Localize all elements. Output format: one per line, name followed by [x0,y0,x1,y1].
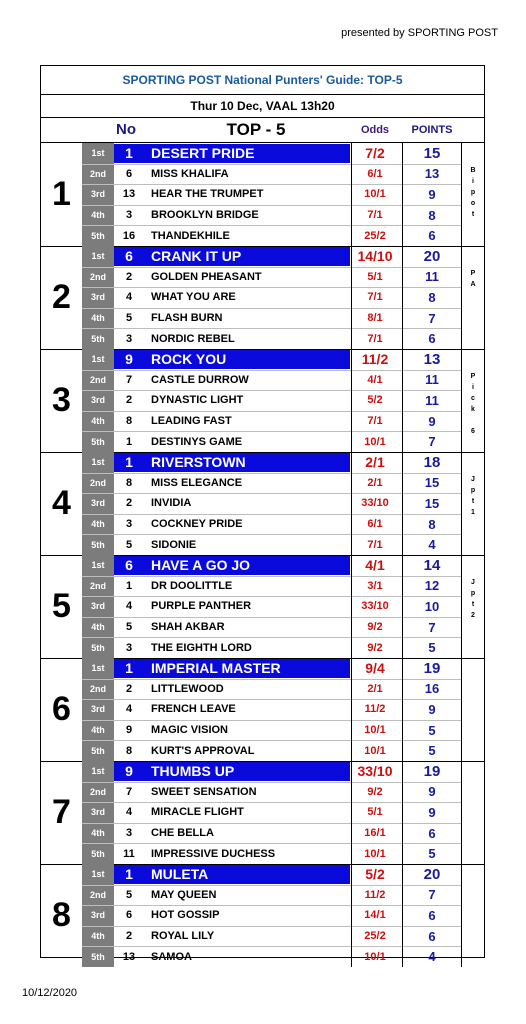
runner-row [82,328,461,349]
bet-type-label: J p t 1 [470,476,476,516]
race-block [41,658,484,762]
horse-odds: 10/1 [364,724,386,737]
horse-name: LEADING FAST [151,415,232,428]
runner-number: 9 [125,351,133,368]
odds-divider [402,658,403,761]
runner-number: 1 [125,435,133,448]
horse-points: 6 [428,228,436,244]
horse-name: GOLDEN PHEASANT [151,270,262,283]
race-block [41,761,484,865]
runner-row [82,225,461,246]
horse-odds: 6/1 [367,167,383,180]
position-label: 1st [91,663,105,674]
runner-number: 2 [125,270,133,283]
horse-divider [351,143,352,246]
position-label: 4th [91,313,105,324]
horse-odds: 11/2 [361,351,389,368]
column-headers [41,118,484,143]
runner-row [82,905,461,926]
runner-row [82,679,461,700]
runner-number: 3 [125,518,133,531]
horse-name: FLASH BURN [151,312,223,325]
horse-odds: 8/1 [367,312,383,325]
horse-odds: 25/2 [364,930,386,943]
horse-points: 13 [424,166,440,182]
horse-odds: 4/1 [365,557,385,574]
horse-points: 7 [428,887,436,903]
position-label: 2nd [89,374,106,385]
runner-row [82,637,461,658]
race-block [41,246,484,350]
horse-odds: 10/1 [364,950,386,963]
horse-name: PURPLE PANTHER [151,600,252,613]
runner-number: 8 [125,744,133,757]
horse-odds: 2/1 [367,476,383,489]
horse-odds: 9/2 [367,621,383,634]
top-pick-row [82,761,461,782]
race-block [41,349,484,453]
odds-divider [402,452,403,555]
footer-date: 10/12/2020 [22,987,78,999]
runner-row [82,370,461,391]
horse-odds: 33/10 [357,763,393,780]
race-number: 6 [52,690,71,728]
runner-number: 1 [125,454,133,471]
runner-number: 3 [125,641,133,654]
horse-odds: 2/1 [367,682,383,695]
horse-name: ROYAL LILY [151,930,215,943]
runner-row [82,823,461,844]
horse-points: 20 [423,247,441,265]
punters-guide-table [40,65,485,965]
race-number: 5 [52,587,71,625]
horse-name: SWEET SENSATION [151,785,257,798]
position-label: 5th [91,539,105,550]
horse-name: WHAT YOU ARE [151,291,236,304]
runner-row [82,720,461,741]
bet-type-label: B i p o t [470,167,476,218]
runner-row [82,782,461,803]
runner-number: 2 [125,930,133,943]
odds-divider [402,555,403,658]
horse-odds: 10/1 [364,435,386,448]
header-points: POINTS [411,124,453,136]
horse-points: 5 [428,640,436,656]
bet-type-label: P A [470,270,476,288]
runner-number: 3 [125,209,133,222]
horse-name: COCKNEY PRIDE [151,518,243,531]
position-label: 1st [91,560,105,571]
position-label: 3rd [90,498,105,509]
horse-points: 7 [428,310,436,326]
runner-row [82,473,461,494]
odds-divider [402,143,403,246]
runner-number: 5 [125,888,133,901]
top-pick-row [82,246,461,267]
header-no: No [116,121,136,138]
runner-row [82,843,461,864]
horse-name: INVIDIA [151,497,192,510]
race-block [41,143,484,247]
horse-odds: 9/2 [367,785,383,798]
horse-divider [351,658,352,761]
runner-row [82,802,461,823]
horse-points: 8 [428,516,436,532]
top-pick-row [82,555,461,576]
horse-name: MIRACLE FLIGHT [151,806,244,819]
horse-odds: 10/1 [364,188,386,201]
runner-row [82,431,461,452]
runner-row [82,411,461,432]
horse-name: SAMOA [151,950,192,963]
position-label: 1st [91,148,105,159]
horse-points: 10 [424,598,440,614]
position-label: 3rd [90,189,105,200]
horse-name: IMPRESSIVE DUCHESS [151,847,276,860]
horse-name: CRANK IT UP [151,248,242,265]
position-label: 2nd [89,580,106,591]
position-label: 3rd [90,807,105,818]
horse-name: MISS ELEGANCE [151,476,243,489]
runner-number: 8 [125,476,133,489]
runner-row [82,390,461,411]
runner-row [82,885,461,906]
horse-odds: 7/1 [367,332,383,345]
runner-number: 4 [125,600,133,613]
horse-points: 11 [425,392,439,408]
horse-odds: 6/1 [367,518,383,531]
horse-name: SIDONIE [151,538,197,551]
horse-points: 7 [428,434,436,450]
horse-points: 15 [424,475,440,491]
horse-name: LITTLEWOOD [151,682,224,695]
horse-odds: 25/2 [364,229,386,242]
position-label: 5th [91,230,105,241]
runner-row [82,576,461,597]
runner-number: 16 [122,229,136,242]
runner-number: 11 [123,847,135,860]
horse-divider [351,349,352,452]
position-label: 4th [91,416,105,427]
horse-odds: 5/2 [365,866,385,883]
bet-type-note [461,452,484,555]
horse-odds: 11/2 [364,703,386,716]
position-label: 2nd [89,477,106,488]
horse-odds: 9/2 [367,641,383,654]
position-label: 5th [91,642,105,653]
runner-row [82,164,461,185]
position-label: 4th [91,725,105,736]
horse-points: 20 [423,865,441,883]
horse-odds: 33/10 [361,497,389,510]
horse-odds: 9/4 [365,660,385,677]
horse-odds: 5/2 [367,394,383,407]
runner-row [82,308,461,329]
horse-points: 9 [428,804,436,820]
header-odds: Odds [360,124,390,136]
horse-points: 8 [428,207,436,223]
horse-odds: 2/1 [365,454,385,471]
horse-points: 11 [425,269,439,285]
odds-divider [402,349,403,452]
runner-number: 13 [122,950,136,963]
horse-name: HAVE A GO JO [151,557,251,574]
bet-type-label: J p t 2 [470,579,476,619]
runner-row [82,596,461,617]
horse-points: 9 [428,186,436,202]
horse-points: 12 [424,578,440,594]
race-number: 3 [52,381,71,419]
horse-divider [351,864,352,967]
horse-name: THUMBS UP [151,763,235,780]
race-number: 8 [52,896,71,934]
horse-name: RIVERSTOWN [151,454,246,471]
runner-number: 3 [125,332,133,345]
bet-type-note [461,864,484,967]
horse-odds: 3/1 [367,579,383,592]
horse-points: 6 [428,331,436,347]
position-label: 5th [91,436,105,447]
horse-name: FRENCH LEAVE [151,703,236,716]
bet-type-note [461,658,484,761]
race-number: 2 [52,278,71,316]
bet-type-note [461,349,484,452]
horse-points: 14 [423,556,441,574]
runner-number: 3 [125,827,133,840]
horse-points: 15 [424,495,440,511]
horse-name: THANDEKHILE [151,229,230,242]
top-pick-row [82,349,461,370]
horse-divider [351,452,352,555]
horse-points: 9 [428,701,436,717]
runner-row [82,205,461,226]
position-label: 2nd [89,168,106,179]
odds-divider [402,761,403,864]
horse-name: KURT'S APPROVAL [151,744,255,757]
runner-number: 5 [125,312,133,325]
runner-number: 5 [125,538,133,551]
runner-row [82,617,461,638]
horse-points: 16 [424,681,440,697]
position-label: 2nd [89,889,106,900]
position-label: 1st [91,457,105,468]
horse-odds: 7/1 [367,415,383,428]
horse-points: 19 [423,659,441,677]
horse-points: 6 [428,928,436,944]
bet-type-note [461,246,484,349]
runner-row [82,514,461,535]
odds-divider [402,246,403,349]
runner-number: 6 [125,167,133,180]
horse-odds: 7/1 [367,538,383,551]
horse-points: 15 [423,144,441,162]
runner-row [82,267,461,288]
position-label: 2nd [89,271,106,282]
horse-odds: 5/1 [367,806,383,819]
race-number: 1 [52,175,71,213]
horse-name: CHE BELLA [151,827,214,840]
horse-divider [351,555,352,658]
position-label: 4th [91,210,105,221]
horse-odds: 10/1 [364,847,386,860]
runner-row [82,287,461,308]
horse-name: DESERT PRIDE [151,145,255,162]
horse-odds: 11/2 [364,888,386,901]
horse-odds: 7/2 [365,145,385,162]
runner-number: 2 [125,497,133,510]
horse-points: 18 [423,453,441,471]
horse-points: 8 [428,289,436,305]
position-label: 1st [91,766,105,777]
horse-points: 9 [428,413,436,429]
top-pick-row [82,864,461,885]
horse-odds: 7/1 [367,291,383,304]
runner-number: 9 [125,724,133,737]
bet-type-note [461,555,484,658]
position-label: 5th [91,951,105,962]
runner-number: 7 [125,785,133,798]
bet-type-note [461,761,484,864]
horse-points: 5 [428,846,436,862]
horse-points: 9 [428,784,436,800]
runner-number: 6 [125,248,133,265]
runner-number: 1 [125,579,133,592]
position-label: 4th [91,828,105,839]
runner-number: 6 [125,557,133,574]
horse-name: MISS KHALIFA [151,167,229,180]
runner-row [82,926,461,947]
runner-row [82,699,461,720]
horse-name: DR DOOLITTLE [151,579,233,592]
position-label: 1st [91,354,105,365]
horse-name: DYNASTIC LIGHT [151,394,244,407]
runner-number: 2 [125,682,133,695]
position-label: 1st [91,251,105,262]
horse-name: DESTINYS GAME [151,435,243,448]
bet-type-label: P i c k 6 [470,373,476,435]
runner-number: 1 [125,660,133,677]
horse-points: 6 [428,907,436,923]
position-label: 3rd [90,704,105,715]
horse-odds: 4/1 [367,373,383,386]
horse-divider [351,761,352,864]
race-number: 7 [52,793,71,831]
position-label: 4th [91,931,105,942]
horse-odds: 14/10 [357,248,393,265]
guide-title: SPORTING POST National Punters' Guide: TOP-5 [41,66,484,95]
horse-name: SHAH AKBAR [151,621,225,634]
top-pick-row [82,452,461,473]
runner-row [82,740,461,761]
runner-row [82,534,461,555]
runner-number: 5 [125,621,133,634]
horse-odds: 14/1 [364,909,386,922]
position-label: 4th [91,519,105,530]
runner-row [82,493,461,514]
presented-by-label: presented by SPORTING POST [341,27,498,39]
meeting-date: Thur 10 Dec, VAAL 13h20 [41,95,484,118]
top-pick-row [82,658,461,679]
horse-points: 5 [428,722,436,738]
horse-name: THE EIGHTH LORD [151,641,252,654]
horse-name: MULETA [151,866,209,883]
position-label: 3rd [90,601,105,612]
runner-number: 6 [125,909,133,922]
horse-points: 11 [425,372,439,388]
position-label: 5th [91,333,105,344]
horse-name: HEAR THE TRUMPET [151,188,264,201]
horse-odds: 5/1 [367,270,383,283]
runner-number: 8 [125,415,133,428]
horse-points: 6 [428,825,436,841]
runner-number: 4 [125,806,133,819]
horse-odds: 10/1 [364,744,386,757]
position-label: 1st [91,869,105,880]
runner-row [82,184,461,205]
horse-points: 5 [428,743,436,759]
horse-name: NORDIC REBEL [151,332,235,345]
runner-number: 13 [122,188,136,201]
horse-odds: 16/1 [364,827,386,840]
race-block [41,864,484,967]
odds-divider [402,864,403,967]
position-label: 4th [91,622,105,633]
runner-number: 2 [125,394,133,407]
position-label: 2nd [89,683,106,694]
horse-name: IMPERIAL MASTER [151,660,281,677]
horse-points: 4 [428,949,436,965]
horse-name: ROCK YOU [151,351,227,368]
horse-name: BROOKLYN BRIDGE [151,209,259,222]
bet-type-note [461,143,484,246]
position-label: 5th [91,745,105,756]
horse-odds: 7/1 [367,209,383,222]
horse-points: 19 [423,762,441,780]
runner-number: 1 [125,866,133,883]
position-label: 3rd [90,910,105,921]
runner-number: 4 [125,291,133,304]
horse-odds: 33/10 [361,600,389,613]
horse-name: MAGIC VISION [151,724,229,737]
runner-number: 7 [125,373,133,386]
position-label: 2nd [89,786,106,797]
runner-number: 1 [125,145,133,162]
horse-name: CASTLE DURROW [151,373,249,386]
position-label: 5th [91,848,105,859]
horse-divider [351,246,352,349]
race-number: 4 [52,484,71,522]
position-label: 3rd [90,395,105,406]
horse-name: MAY QUEEN [151,888,217,901]
top-pick-row [82,143,461,164]
horse-points: 7 [428,619,436,635]
horse-points: 4 [428,537,436,553]
race-block [41,555,484,659]
position-label: 3rd [90,292,105,303]
horse-name: HOT GOSSIP [151,909,220,922]
runner-number: 4 [125,703,133,716]
horse-points: 13 [423,350,441,368]
race-block [41,452,484,556]
runner-row [82,946,461,967]
header-top5: TOP - 5 [226,120,286,139]
runner-number: 9 [125,763,133,780]
